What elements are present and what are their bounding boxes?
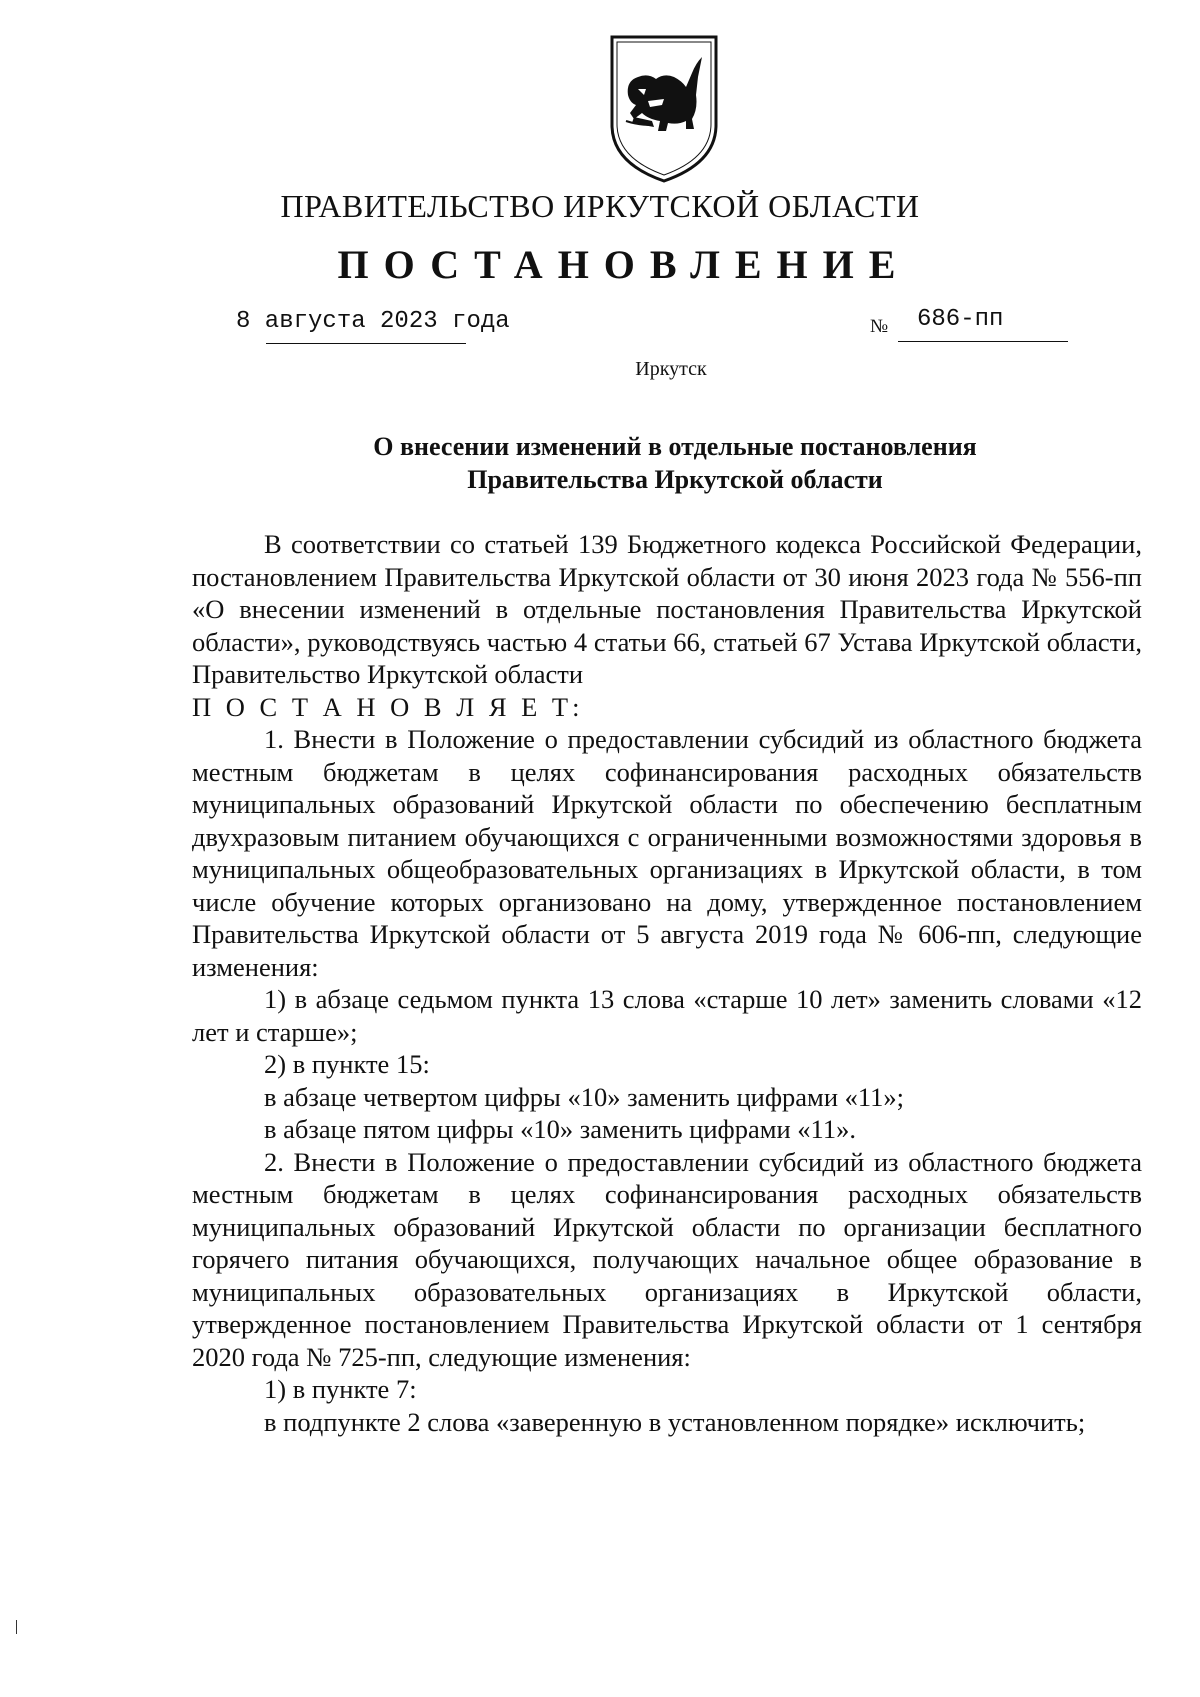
item-2-1: 1) в пункте 7: — [264, 1374, 417, 1404]
number-sign: № — [870, 316, 889, 337]
document-title — [300, 430, 1050, 496]
item-2-1-a: в подпункте 2 слова «заверенную в установленном порядке» исключить; — [264, 1406, 1086, 1437]
item-1-1: 1) в абзаце седьмом пункта 13 слова «старше 10 лет» заменить словами «12 лет и старше»; — [192, 984, 1142, 1047]
item-1-2: 2) в пункте 15: — [264, 1049, 430, 1079]
document-date: 8 августа 2023 года — [236, 308, 510, 335]
coat-of-arms-icon — [608, 33, 720, 185]
item-1-2-b: в абзаце пятом цифры «10» заменить цифрами «11». — [264, 1114, 856, 1144]
scan-margin-mark — [16, 1620, 17, 1634]
organization-name: ПРАВИТЕЛЬСТВО ИРКУТСКОЙ ОБЛАСТИ — [280, 188, 920, 224]
preamble: В соответствии со статьей 139 Бюджетного кодекса Российской Федерации, постановлением Правительства Иркутской области от 30 июня 2023 года № 556-пп «О внесении изменений в отдельные постановления Правительства Иркутской области», руководствуясь частью 4 статьи 66, статьей 67 Устава Иркутской области, Правительство Иркутской области — [192, 529, 1142, 689]
item-1: 1. Внести в Положение о предоставлении субсидий из областного бюджета местным бюджетам в целях софинансирования расходных обязательств муниципальных образований Иркутской области по обеспечению бесплатным двухразовым питанием обучающихся с ограниченными возможностями здоровья в муниципальных общеобразовательных организациях в Иркутской области, в том числе обучение которых организовано на дому, утвержденное постановлением Правительства Иркутской области от 5 августа 2019 года № 606-пп, следующие изменения: — [192, 724, 1142, 982]
title-line-2: Правительства Иркутской области — [467, 465, 883, 494]
document-number: 686-пп — [917, 306, 1004, 333]
date-underline — [266, 343, 466, 344]
item-1-2-a: в абзаце четвертом цифры «10» заменить цифрами «11»; — [264, 1081, 904, 1112]
title-line-1: О внесении изменений в отдельные постановления — [373, 432, 977, 461]
document-type: ПОСТАНОВЛЕНИЕ — [337, 242, 911, 287]
number-underline — [898, 341, 1068, 342]
decree-word: П О С Т А Н О В Л Я Е Т: — [192, 691, 584, 722]
item-2: 2. Внести в Положение о предоставлении субсидий из областного бюджета местным бюджетам в целях софинансирования расходных обязательств муниципальных образований Иркутской области по организации бесплатного горячего питания обучающихся, получающих начальное общее образование в муниципальных образовательных организациях в Иркутской области, утвержденное постановлением Правительства Иркутской области от 1 сентября 2020 года № 725-пп, следующие изменения: — [192, 1146, 1142, 1372]
city: Иркутск — [635, 358, 707, 380]
document-body — [192, 528, 1142, 1438]
